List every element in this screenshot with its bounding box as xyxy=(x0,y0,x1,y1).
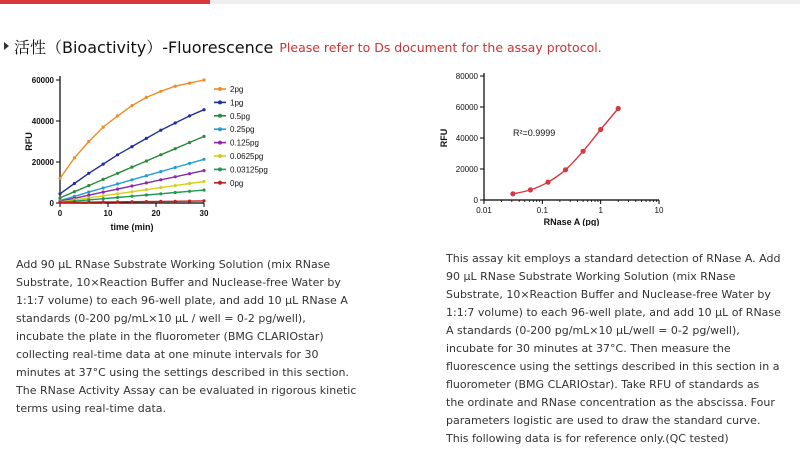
data-point xyxy=(202,135,205,138)
data-point xyxy=(116,172,119,175)
data-point xyxy=(159,178,162,181)
data-point xyxy=(174,147,177,150)
data-point xyxy=(174,166,177,169)
data-point xyxy=(159,129,162,132)
legend-swatch-marker xyxy=(218,87,222,91)
y-tick-label: 20000 xyxy=(31,158,54,167)
kinetic-assay-description xyxy=(16,256,361,418)
paragraph-line: 1:1:7 volume) to each 96-well plate, and add 10 μL of RNase xyxy=(446,306,781,319)
standard-assay-description xyxy=(446,250,791,448)
data-point xyxy=(102,186,105,189)
data-point xyxy=(510,191,515,196)
r-squared-annotation: R²=0.9999 xyxy=(513,128,556,138)
data-point xyxy=(188,114,191,117)
paragraph-line: minutes at 37°C using the settings described in this section. xyxy=(16,366,349,379)
x-tick-label: 20 xyxy=(151,209,161,218)
paragraph-line: The RNase Activity Assay can be evaluated in rigorous kinetic xyxy=(16,384,357,397)
data-point xyxy=(102,163,105,166)
data-point xyxy=(174,191,177,194)
section-heading xyxy=(4,34,602,58)
paragraph-line: This assay kit employs a standard detection of RNase A. Add xyxy=(446,252,781,265)
data-point xyxy=(87,201,90,204)
data-point xyxy=(159,200,162,203)
data-point xyxy=(102,194,105,197)
data-point xyxy=(73,156,76,159)
data-point xyxy=(116,153,119,156)
y-tick-label: 40000 xyxy=(455,134,478,143)
series-line xyxy=(60,80,204,178)
legend-label: 0pg xyxy=(230,178,244,188)
data-point xyxy=(130,178,133,181)
data-point xyxy=(528,187,533,192)
paragraph-line: standards (0-200 pg/mL×10 μL / well = 0-2 pg/well), xyxy=(16,312,306,325)
series-0.5pg xyxy=(58,135,205,200)
legend-label: 0.125pg xyxy=(230,138,259,148)
data-point xyxy=(102,191,105,194)
data-point xyxy=(174,85,177,88)
legend-swatch-marker xyxy=(218,127,222,131)
legend-label: 0.03125pg xyxy=(230,165,268,175)
legend-swatch-marker xyxy=(218,141,222,145)
data-point xyxy=(202,169,205,172)
data-point xyxy=(130,190,133,193)
legend-label: 0.25pg xyxy=(230,125,255,135)
data-point xyxy=(102,178,105,181)
data-point xyxy=(159,186,162,189)
data-point xyxy=(73,190,76,193)
data-point xyxy=(130,195,133,198)
data-point xyxy=(116,182,119,185)
data-point xyxy=(202,180,205,183)
paragraph-line: A standards (0-200 pg/mL×10 μL/well = 0-2 pg/well), xyxy=(446,324,740,337)
x-tick-label: 1 xyxy=(598,206,603,215)
x-tick-label: 0.1 xyxy=(536,206,548,215)
paragraph-line: Substrate, 10×Reaction Buffer and Nuclease-free Water by xyxy=(16,276,341,289)
data-point xyxy=(174,175,177,178)
x-tick-label: 30 xyxy=(199,209,209,218)
data-point xyxy=(188,141,191,144)
data-point xyxy=(202,199,205,202)
fit-curve-line xyxy=(513,109,618,194)
data-point xyxy=(130,166,133,169)
data-point xyxy=(145,193,148,196)
paragraph-line: Add 90 μL RNase Substrate Working Solution (mix RNase xyxy=(16,258,331,271)
data-point xyxy=(130,184,133,187)
kinetic-chart xyxy=(18,70,288,240)
data-point xyxy=(145,188,148,191)
data-point xyxy=(159,192,162,195)
legend-swatch-marker xyxy=(218,167,222,171)
y-axis-label: RFU xyxy=(439,128,449,148)
data-point xyxy=(188,200,191,203)
data-point xyxy=(116,200,119,203)
data-point xyxy=(188,172,191,175)
data-point xyxy=(73,182,76,185)
legend-label: 0.0625pg xyxy=(230,152,264,161)
data-point xyxy=(188,190,191,193)
data-point xyxy=(73,201,76,204)
paragraph-line: Substrate, 10×Reaction Buffer and Nuclease-free Water by xyxy=(446,288,771,301)
paragraph-line: parameters logistic are used to draw the standard curve. xyxy=(446,414,761,427)
data-point xyxy=(87,172,90,175)
x-tick-label: 10 xyxy=(654,206,664,215)
x-tick-label: 0.01 xyxy=(476,206,492,215)
data-point xyxy=(145,181,148,184)
data-point xyxy=(174,184,177,187)
data-point xyxy=(116,192,119,195)
data-point xyxy=(188,182,191,185)
legend-swatch-marker xyxy=(218,154,222,158)
paragraph-line: collecting real-time data at one minute intervals for 30 xyxy=(16,348,319,361)
legend-swatch-marker xyxy=(218,100,222,104)
data-point xyxy=(87,140,90,143)
paragraph-line: 1:1:7 volume) to each 96-well plate, and add 10 μL RNase A xyxy=(16,294,348,307)
legend-swatch-marker xyxy=(218,181,222,185)
data-point xyxy=(116,196,119,199)
data-point xyxy=(102,197,105,200)
legend-label: 1pg xyxy=(230,98,244,108)
section-title: 活性（Bioactivity）-Fluorescence xyxy=(14,37,274,57)
data-point xyxy=(145,174,148,177)
data-point xyxy=(174,200,177,203)
legend-swatch-marker xyxy=(218,114,222,118)
data-point xyxy=(116,188,119,191)
legend-label: 0.5pg xyxy=(230,111,251,121)
y-tick-label: 0 xyxy=(473,196,478,205)
data-point xyxy=(87,184,90,187)
data-point xyxy=(598,127,603,132)
data-point xyxy=(130,104,133,107)
legend-label: 2pg xyxy=(230,85,244,94)
data-point xyxy=(159,90,162,93)
y-tick-label: 60000 xyxy=(31,76,54,85)
data-point xyxy=(202,158,205,161)
data-point xyxy=(188,82,191,85)
paragraph-line: incubate for 30 minutes at 37°C. Then measure the xyxy=(446,342,731,355)
bullet-triangle-icon xyxy=(4,42,9,50)
top-divider xyxy=(0,0,800,4)
data-point xyxy=(563,167,568,172)
data-point xyxy=(202,78,205,81)
data-point xyxy=(102,200,105,203)
paragraph-line: the ordinate and RNase concentration as the abscissa. Four xyxy=(446,396,775,409)
y-tick-label: 20000 xyxy=(455,165,478,174)
paragraph-line: fluorometer (BMG CLARIOstar). Take RFU of standards as xyxy=(446,378,760,391)
x-axis-label: time (min) xyxy=(110,222,154,232)
y-tick-label: 60000 xyxy=(455,103,478,112)
data-point xyxy=(581,149,586,154)
paragraph-line: This following data is for reference only.(QC tested) xyxy=(446,432,729,445)
data-point xyxy=(145,159,148,162)
paragraph-line: incubate the plate in the fluorometer (BMG CLARIOstar) xyxy=(16,330,324,343)
data-point xyxy=(145,200,148,203)
y-tick-label: 0 xyxy=(49,199,54,208)
data-point xyxy=(130,145,133,148)
y-tick-label: 80000 xyxy=(455,72,478,81)
data-point xyxy=(174,121,177,124)
paragraph-line: terms using real-time data. xyxy=(16,402,166,415)
data-point xyxy=(58,201,61,204)
data-point xyxy=(545,180,550,185)
data-point xyxy=(145,137,148,140)
x-axis-label: RNase A (pg) xyxy=(543,217,600,226)
data-point xyxy=(58,192,61,195)
data-point xyxy=(202,189,205,192)
x-tick-label: 10 xyxy=(103,209,113,218)
data-point xyxy=(616,106,621,111)
data-point xyxy=(159,153,162,156)
data-point xyxy=(188,162,191,165)
data-point xyxy=(102,126,105,129)
data-point xyxy=(145,96,148,99)
standard-curve-chart xyxy=(436,66,676,226)
data-point xyxy=(202,108,205,111)
paragraph-line: 90 μL RNase Substrate Working Solution (mix RNase xyxy=(446,270,736,283)
x-tick-label: 0 xyxy=(57,209,63,218)
data-point xyxy=(116,114,119,117)
paragraph-line: fluorescence using the settings described in this section in a xyxy=(446,360,780,373)
protocol-note: Please refer to Ds document for the assay protocol. xyxy=(279,39,602,55)
data-point xyxy=(130,200,133,203)
data-point xyxy=(87,191,90,194)
y-axis-label: RFU xyxy=(24,132,34,151)
data-point xyxy=(58,177,61,180)
data-point xyxy=(159,170,162,173)
y-tick-label: 40000 xyxy=(31,117,54,126)
top-divider-accent xyxy=(0,0,210,4)
